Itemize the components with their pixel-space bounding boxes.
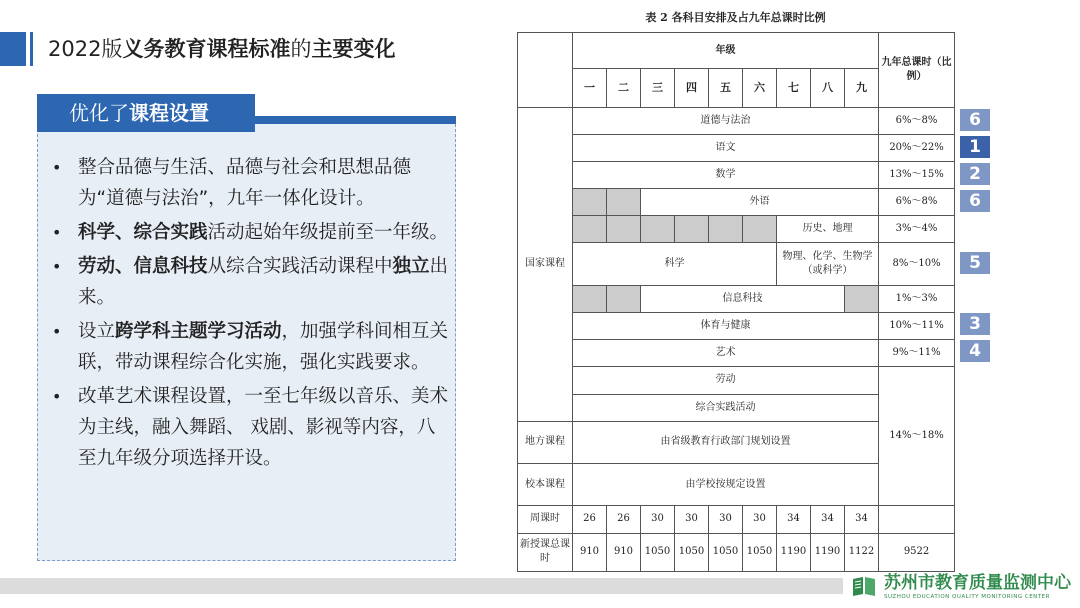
subject-chinese: 语文 [573, 134, 879, 161]
grade-cell: 五 [709, 69, 743, 107]
ratio-science: 8%～10% [879, 243, 955, 285]
title-bold: 义务教育课程标准 [122, 37, 291, 61]
empty-gray-cell [845, 285, 879, 312]
bullet-bold-text: 劳动、信息科技 [78, 256, 208, 277]
subject-math: 数学 [573, 161, 879, 188]
ratio-it: 1%～3% [879, 285, 955, 312]
grade-cell: 九 [845, 69, 879, 107]
bullet-text: 活动起始年级提前至一年级。 [207, 222, 449, 243]
bullet-text: 改革艺术课程设置，一至七年级以音乐、美术为主线，融入舞蹈、 戏剧、影视等内容，八至九年级分项选择开设。 [78, 386, 449, 469]
weekly-value: 26 [607, 506, 641, 533]
tab-bold: 课程设置 [129, 101, 209, 125]
bullet-bold-text: 独立 [392, 256, 430, 277]
weekly-value: 34 [845, 506, 879, 533]
weekly-value: 30 [641, 506, 675, 533]
bullet-item [50, 316, 450, 378]
local-desc: 由省级教育行政部门规划设置 [573, 421, 879, 463]
bullet-bold-text: 科学、综合实践 [78, 222, 208, 243]
title-accent-line [30, 32, 33, 66]
logo-name: 苏州市教育质量监测中心 [884, 573, 1071, 593]
ratio-chinese: 20%～22% [879, 134, 955, 161]
subject-science: 科学 [573, 243, 777, 285]
weekly-label: 周课时 [518, 506, 573, 533]
category-national: 国家课程 [518, 107, 573, 421]
weekly-total-empty [879, 506, 955, 533]
ratio-art: 9%～11% [879, 340, 955, 367]
new-total-value: 1190 [777, 533, 811, 571]
rank-badge-math: 2 [960, 163, 990, 185]
bullet-list [50, 152, 450, 477]
new-total-value: 1050 [743, 533, 777, 571]
logo-english: SUZHOU EDUCATION QUALITY MONITORING CENTER [884, 594, 1050, 600]
title-mid: 的 [290, 37, 312, 61]
weekly-value: 34 [811, 506, 845, 533]
book-logo-icon [851, 575, 877, 597]
bullet-item [50, 381, 450, 474]
bullet-text: 从综合实践活动课程中 [207, 256, 393, 277]
new-total-value: 1122 [845, 533, 879, 571]
ratio-morality: 6%～8% [879, 107, 955, 134]
grade-cell: 七 [777, 69, 811, 107]
grade-cell: 一 [573, 69, 607, 107]
new-total-value: 910 [573, 533, 607, 571]
corner-cell [518, 33, 573, 108]
weekly-value: 30 [709, 506, 743, 533]
rank-badge-science: 5 [960, 252, 990, 274]
bullet-text: ，加强学科间相互关联，带动课程综合化实施，强化实践要求。 [78, 321, 449, 373]
title-prefix: 2022版 [48, 37, 123, 61]
subject-pe: 体育与健康 [573, 312, 879, 339]
empty-gray-cell [573, 189, 607, 216]
empty-gray-cell [641, 216, 675, 243]
subject-practice: 综合实践活动 [573, 394, 879, 421]
subject-art: 艺术 [573, 340, 879, 367]
new-total-value: 910 [607, 533, 641, 571]
subject-morality: 道德与法治 [573, 107, 879, 134]
slide-title [48, 34, 395, 64]
tab-prefix: 优化了 [69, 101, 129, 125]
grade-cell: 三 [641, 69, 675, 107]
grade-cell: 八 [811, 69, 845, 107]
subject-it: 信息科技 [641, 285, 845, 312]
bullet-bold-text: 跨学科主题学习活动 [115, 321, 282, 342]
subjects-table [517, 32, 955, 572]
weekly-value: 30 [675, 506, 709, 533]
weekly-value: 30 [743, 506, 777, 533]
bullet-text: 设立 [78, 321, 116, 342]
rank-badge-chinese: 1 [960, 136, 990, 158]
empty-gray-cell [709, 216, 743, 243]
new-total-value: 1190 [811, 533, 845, 571]
empty-gray-cell [573, 285, 607, 312]
weekly-value: 26 [573, 506, 607, 533]
new-total-value: 1050 [641, 533, 675, 571]
new-total-sum: 9522 [879, 533, 955, 571]
ratio-pe: 10%～11% [879, 312, 955, 339]
title-accent-block [0, 32, 26, 66]
ratio-combined: 14%～18% [879, 367, 955, 506]
category-school: 校本课程 [518, 464, 573, 506]
rank-badge-art: 4 [960, 340, 990, 362]
new-total-value: 1050 [709, 533, 743, 571]
grade-header: 年级 [573, 33, 879, 69]
new-total-label: 新授课总课时 [518, 533, 573, 571]
bullet-text: 出来。 [78, 256, 449, 308]
school-desc: 由学校按规定设置 [573, 464, 879, 506]
empty-gray-cell [607, 216, 641, 243]
empty-gray-cell [607, 285, 641, 312]
bullet-item [50, 251, 450, 313]
ratio-math: 13%～15% [879, 161, 955, 188]
ratio-history-geo: 3%～4% [879, 216, 955, 243]
table-title: 表 2 各科目安排及占九年总课时比例 [645, 11, 826, 24]
empty-gray-cell [607, 189, 641, 216]
title-bold2: 主要变化 [311, 37, 396, 61]
ratio-foreign: 6%～8% [879, 189, 955, 216]
new-total-value: 1050 [675, 533, 709, 571]
bullet-panel [37, 124, 456, 561]
grade-cell: 二 [607, 69, 641, 107]
bullet-item [50, 152, 450, 214]
weekly-value: 34 [777, 506, 811, 533]
rank-badge-foreign: 6 [960, 190, 990, 212]
subject-labor: 劳动 [573, 367, 879, 394]
total-header: 九年总课时（比例） [879, 33, 955, 108]
grade-cell: 四 [675, 69, 709, 107]
rank-badge-morality: 6 [960, 109, 990, 131]
rank-badge-pe: 3 [960, 313, 990, 335]
section-tab [37, 94, 255, 132]
empty-gray-cell [675, 216, 709, 243]
category-local: 地方课程 [518, 421, 573, 463]
bullet-item [50, 217, 450, 248]
subject-foreign: 外语 [641, 189, 879, 216]
subject-phys-chem-bio: 物理、化学、生物学（或科学） [777, 243, 879, 285]
empty-gray-cell [573, 216, 607, 243]
empty-gray-cell [743, 216, 777, 243]
subject-history-geo: 历史、地理 [777, 216, 879, 243]
bullet-text: 整合品德与生活、品德与社会和思想品德为“道德与法治”，九年一体化设计。 [78, 157, 412, 209]
grade-cell: 六 [743, 69, 777, 107]
footer-bar [0, 578, 843, 594]
